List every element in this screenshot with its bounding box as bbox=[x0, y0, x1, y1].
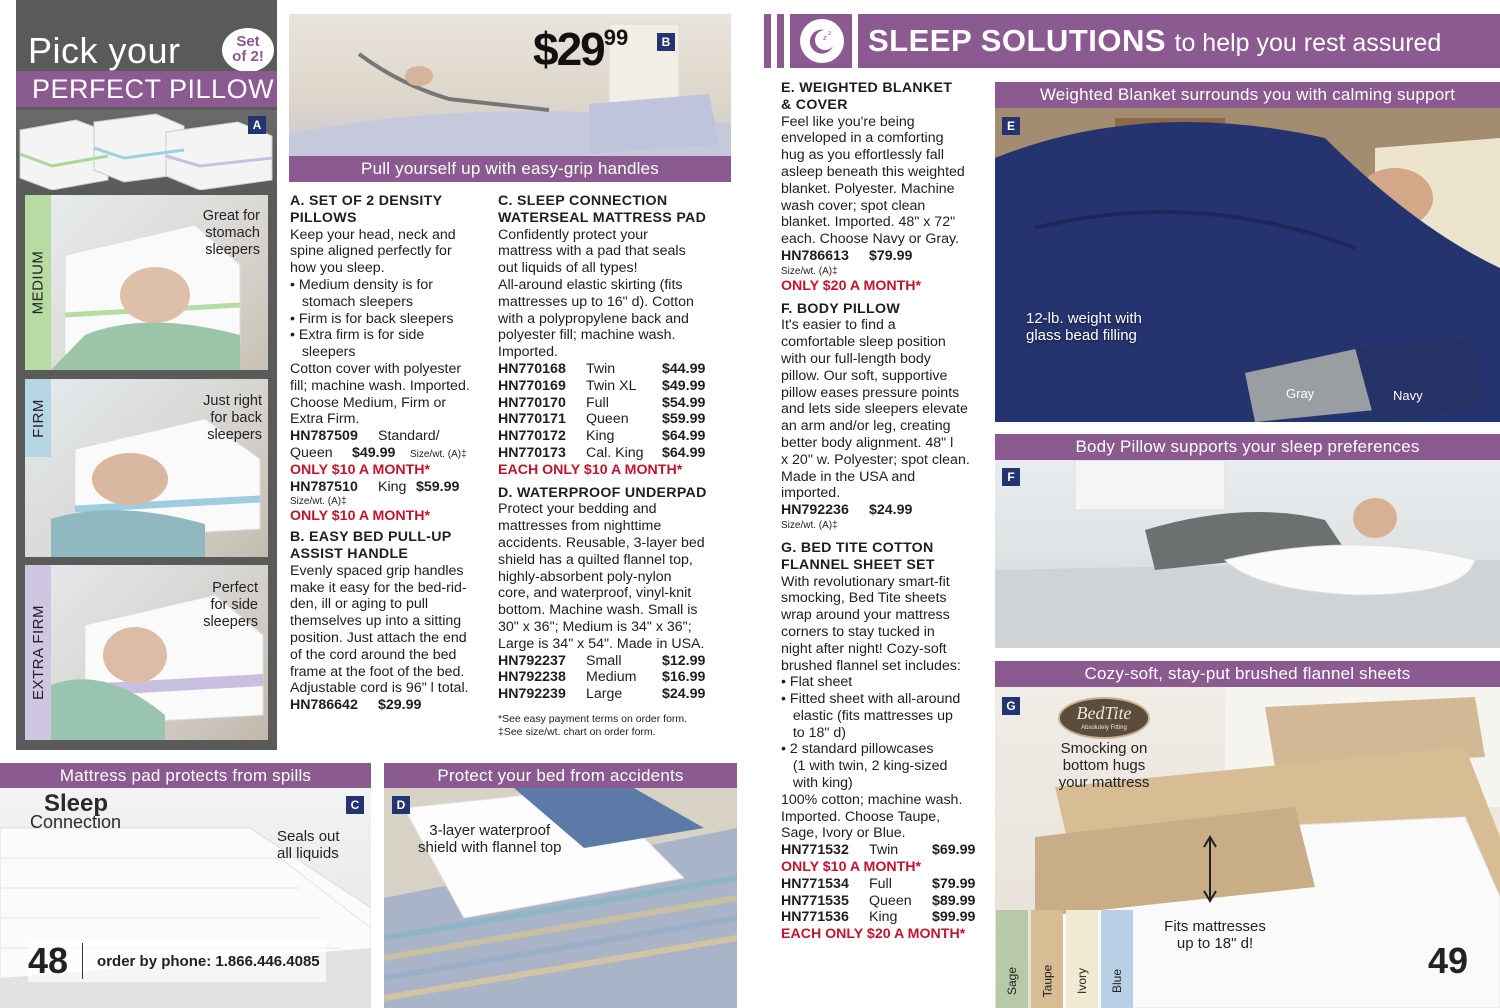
g-size: Full bbox=[869, 875, 892, 892]
underpad-label bbox=[418, 822, 561, 856]
g-body-line: night after night! Cozy-soft bbox=[781, 640, 947, 657]
c-size: Twin XL bbox=[586, 377, 637, 394]
f-price: $24.99 bbox=[869, 502, 913, 519]
a-sku1-size: Standard/ bbox=[378, 428, 440, 445]
badge-d: D bbox=[392, 796, 410, 814]
f-body bbox=[781, 317, 986, 502]
bedtite-logo bbox=[1058, 697, 1150, 739]
g-title-line: FLANNEL SHEET SET bbox=[781, 556, 935, 573]
c-size: Queen bbox=[586, 411, 629, 428]
e-sku: HN786613 bbox=[781, 247, 849, 264]
c-price: $59.99 bbox=[662, 411, 706, 428]
extra-firm-caption-line: sleepers bbox=[203, 614, 258, 630]
badge-a: A bbox=[248, 116, 266, 134]
smocking-label-line: your mattress bbox=[1058, 774, 1150, 791]
g-size: Twin bbox=[869, 842, 899, 859]
a-sku2-price: $59.99 bbox=[416, 478, 460, 495]
f-body-line: better body alignment. 48" l bbox=[781, 434, 954, 451]
set-badge-line2: of 2! bbox=[232, 48, 264, 65]
column-e-f-g bbox=[781, 80, 986, 943]
underpad-caption: Protect your bed from accidents bbox=[384, 763, 737, 788]
b-body-line: position. Just attach the end bbox=[290, 629, 467, 646]
g-body bbox=[781, 574, 986, 843]
d-body-line: Large is 34" x 54". Made in USA. bbox=[498, 635, 705, 652]
d-body-line: 30" x 36"; Medium is 34" x 36"; bbox=[498, 618, 692, 635]
g-price: $79.99 bbox=[932, 875, 976, 892]
pillow-stack-drawing bbox=[16, 110, 277, 190]
fits-label bbox=[1150, 918, 1280, 952]
smocking-label bbox=[1052, 740, 1156, 791]
c-body-line: polyester fill; machine wash. bbox=[498, 327, 676, 344]
mattress-pad-label-line: Seals out bbox=[277, 828, 340, 845]
firm-caption-line: Just right bbox=[203, 393, 262, 409]
set-badge-line1: Set bbox=[236, 33, 260, 50]
d-price: $24.99 bbox=[662, 686, 706, 703]
moon-zz-svg bbox=[807, 26, 837, 56]
g-body-line: 100% cotton; machine wash. bbox=[781, 791, 963, 808]
g-title-line: G. BED TITE COTTON bbox=[781, 539, 934, 556]
c-body-line: mattresses up to 16" d). Cotton bbox=[498, 293, 694, 310]
g-item-row bbox=[781, 876, 986, 893]
b-price: $29.99 bbox=[378, 697, 422, 714]
c-price: $54.99 bbox=[662, 394, 706, 411]
d-item-row bbox=[498, 686, 730, 703]
medium-caption-line: sleepers bbox=[205, 242, 260, 258]
d-sku: HN792237 bbox=[498, 652, 566, 669]
firm-caption bbox=[180, 393, 262, 444]
medium-caption bbox=[180, 208, 260, 259]
page-number-48: 48 bbox=[28, 940, 69, 981]
d-price: $16.99 bbox=[662, 669, 706, 686]
d-item-row bbox=[498, 669, 730, 686]
set-of-2-badge bbox=[222, 28, 274, 72]
d-size: Medium bbox=[586, 669, 637, 686]
g-sku: HN771535 bbox=[781, 892, 849, 909]
a-sku1-row bbox=[290, 428, 490, 445]
c-body-line: Confidently protect your bbox=[498, 226, 648, 243]
g-body-line: corners to stay tucked in bbox=[781, 623, 935, 640]
c-price: $49.99 bbox=[662, 377, 706, 394]
b-body-line: Adjustable cord is 96" l total. bbox=[290, 680, 469, 697]
g-item-row bbox=[781, 842, 986, 859]
column-c-d bbox=[498, 193, 730, 739]
f-sizewt: Size/wt. (A)‡ bbox=[781, 519, 838, 531]
tab-extra-firm bbox=[25, 565, 51, 740]
g-sku: HN771534 bbox=[781, 875, 849, 892]
e-body-line: Feel like you're being bbox=[781, 113, 915, 130]
a-body-line: Cotton cover with polyester bbox=[290, 360, 462, 377]
f-body-line: an arm and/or leg, creating bbox=[781, 418, 951, 435]
c-price: $64.99 bbox=[662, 428, 706, 445]
g-bullet-line: • 2 standard pillowcases bbox=[781, 741, 934, 758]
e-body-line: wash cover; spot clean bbox=[781, 197, 926, 214]
swatch-sage bbox=[996, 910, 1028, 1008]
swatch-taupe-label: Taupe bbox=[1040, 964, 1055, 998]
b-title-line: ASSIST HANDLE bbox=[290, 545, 409, 562]
d-body-line: mattresses from nighttime bbox=[498, 518, 662, 535]
a-title-line: A. SET OF 2 DENSITY bbox=[290, 193, 443, 209]
d-title: D. WATERPROOF UNDERPAD bbox=[498, 484, 707, 501]
a-bullet-line: sleepers bbox=[290, 344, 356, 361]
mattress-pad-label bbox=[277, 828, 340, 862]
price-b bbox=[533, 24, 628, 74]
underpad-label-line: shield with flannel top bbox=[418, 839, 562, 856]
b-body-line: den, ill or aging to pull bbox=[290, 596, 429, 613]
fits-label-line: Fits mattresses bbox=[1164, 918, 1266, 935]
c-body-line: mattress with a pad that seals bbox=[498, 243, 686, 260]
g-price: $89.99 bbox=[932, 892, 976, 909]
header-title-bold: SLEEP SOLUTIONS bbox=[868, 23, 1167, 58]
e-sizewt: Size/wt. (A)‡ bbox=[781, 265, 838, 277]
g-size: Queen bbox=[869, 892, 912, 909]
e-title bbox=[781, 80, 986, 114]
a-body-line: Choose Medium, Firm or bbox=[290, 394, 447, 411]
swatch-gray-label: Gray bbox=[1286, 386, 1315, 401]
c-item-row bbox=[498, 445, 730, 462]
c-title-line: C. SLEEP CONNECTION bbox=[498, 193, 668, 209]
swatch-blue-label: Blue bbox=[1110, 968, 1124, 994]
blanket-label bbox=[1026, 310, 1142, 344]
e-body bbox=[781, 114, 986, 248]
a-sku1-sizewt: Size/wt. (A)‡ bbox=[410, 448, 467, 460]
g-body-line: smocking, Bed Tite sheets bbox=[781, 590, 947, 607]
a-sku1-size2: Queen bbox=[290, 444, 333, 461]
pillow-subtitle-bar: PERFECT PILLOW bbox=[16, 71, 277, 107]
g-price: $99.99 bbox=[932, 909, 976, 926]
moon-zz-icon bbox=[800, 19, 844, 63]
header-left-stripe2 bbox=[777, 14, 784, 68]
g-bullet-line: • Flat sheet bbox=[781, 674, 853, 691]
tab-firm-label: FIRM bbox=[29, 398, 47, 438]
firm-caption-line: for back bbox=[210, 410, 262, 426]
b-title bbox=[290, 529, 490, 563]
footnote-payment: *See easy payment terms on order form. bbox=[498, 712, 688, 725]
f-sku: HN792236 bbox=[781, 502, 849, 519]
d-body bbox=[498, 501, 730, 652]
c-price: $44.99 bbox=[662, 360, 706, 377]
g-bullet-line: • Fitted sheet with all-around bbox=[781, 691, 961, 708]
tab-medium-label: MEDIUM bbox=[29, 250, 47, 315]
bedtite-logo-text: BedTite bbox=[1076, 703, 1132, 723]
c-size: Twin bbox=[586, 360, 616, 377]
c-body-line: Imported. bbox=[498, 344, 558, 361]
c-size: King bbox=[586, 428, 615, 445]
b-title-line: B. EASY BED PULL-UP bbox=[290, 529, 452, 546]
c-monthly: EACH ONLY $10 A MONTH* bbox=[498, 461, 683, 478]
pillow-stack-image bbox=[16, 110, 277, 190]
a-body-line: fill; machine wash. Imported. bbox=[290, 377, 470, 394]
d-sku: HN792239 bbox=[498, 686, 566, 703]
fits-label-line: up to 18" d! bbox=[1176, 935, 1254, 952]
tab-firm bbox=[25, 379, 51, 457]
a-bullet-line: • Medium density is for bbox=[290, 276, 433, 293]
c-sku: HN770172 bbox=[498, 428, 566, 445]
swatch-ivory-label: Ivory bbox=[1074, 967, 1089, 995]
g-monthly1: ONLY $10 A MONTH* bbox=[781, 859, 922, 876]
body-pillow-caption: Body Pillow supports your sleep preferences bbox=[995, 434, 1500, 460]
a-body bbox=[290, 227, 490, 429]
g-bullet-line: elastic (fits mattresses up bbox=[781, 707, 953, 724]
footer-divider bbox=[82, 943, 83, 979]
header-divider bbox=[852, 14, 858, 68]
g-bullet-line: to 18" d) bbox=[781, 724, 846, 741]
d-size: Large bbox=[586, 686, 623, 703]
body-pillow-drawing bbox=[995, 460, 1500, 648]
g-bullet-line: (1 with twin, 2 king-sized bbox=[781, 758, 948, 775]
f-title: F. BODY PILLOW bbox=[781, 300, 901, 317]
underpad-drawing bbox=[384, 788, 737, 1008]
e-price: $79.99 bbox=[869, 247, 913, 264]
b-sku: HN786642 bbox=[290, 697, 358, 714]
blanket-label-line: glass bead filling bbox=[1026, 327, 1137, 344]
c-item-row bbox=[498, 411, 730, 428]
extra-firm-caption bbox=[180, 580, 258, 631]
c-item-row bbox=[498, 378, 730, 395]
logo-line2: Connection bbox=[30, 812, 122, 832]
d-price: $12.99 bbox=[662, 652, 706, 669]
swatch-sage-label: Sage bbox=[1005, 966, 1019, 996]
c-size: Full bbox=[586, 394, 609, 411]
price-b-dollars: $29 bbox=[533, 23, 604, 75]
pillow-title: Pick your bbox=[28, 30, 181, 71]
a-sku1-row2 bbox=[290, 445, 490, 462]
g-monthly2: EACH ONLY $20 A MONTH* bbox=[781, 926, 966, 943]
swatch-taupe bbox=[1031, 910, 1063, 1008]
underpad-photo bbox=[384, 788, 737, 1008]
price-b-cents: 99 bbox=[603, 25, 629, 50]
e-body-line: each. Choose Navy or Gray. bbox=[781, 231, 959, 248]
b-body-line: Evenly spaced grip handles bbox=[290, 562, 464, 579]
handle-caption: Pull yourself up with easy-grip handles bbox=[289, 156, 731, 182]
b-body-line: of the cord around the bed bbox=[290, 646, 457, 663]
f-sku-row bbox=[781, 502, 986, 519]
g-item-row bbox=[781, 893, 986, 910]
c-sku: HN770168 bbox=[498, 360, 566, 377]
badge-g: G bbox=[1002, 697, 1020, 715]
b-body-line: make it easy for the bed-rid- bbox=[290, 579, 467, 596]
f-body-line: x 20" w. Polyester; spot clean. bbox=[781, 451, 970, 468]
e-body-line: asleep beneath this weighted bbox=[781, 163, 965, 180]
d-body-line: bottom. Machine wash. Small is bbox=[498, 602, 698, 619]
smocking-label-line: bottom hugs bbox=[1062, 757, 1146, 774]
d-size: Small bbox=[586, 652, 622, 669]
e-body-line: enveloped in a comforting bbox=[781, 130, 944, 147]
a-body-line: how you sleep. bbox=[290, 260, 385, 277]
g-title bbox=[781, 540, 986, 574]
f-body-line: imported. bbox=[781, 485, 841, 502]
c-price: $64.99 bbox=[662, 444, 706, 461]
c-body-line: with a polypropylene back and bbox=[498, 310, 689, 327]
a-sku2-row bbox=[290, 479, 490, 496]
column-a-b bbox=[290, 193, 490, 714]
blanket-photo bbox=[995, 108, 1500, 422]
footer-phone: order by phone: 1.866.446.4085 bbox=[97, 952, 320, 970]
a-body-line: spine aligned perfectly for bbox=[290, 243, 452, 260]
g-body-line: With revolutionary smart-fit bbox=[781, 573, 950, 590]
b-sku-row bbox=[290, 697, 490, 714]
d-body-line: Protect your bedding and bbox=[498, 501, 657, 518]
g-body-line: Imported. Choose Taupe, bbox=[781, 808, 941, 825]
a-bullet-line: • Firm is for back sleepers bbox=[290, 310, 454, 327]
c-body bbox=[498, 227, 730, 361]
extra-firm-caption-line: for side bbox=[210, 597, 258, 613]
g-item-row bbox=[781, 909, 986, 926]
c-item-row bbox=[498, 395, 730, 412]
c-body-line: out liquids of all types! bbox=[498, 260, 638, 277]
d-body-line: accidents. Reusable, 3-layer bed bbox=[498, 534, 705, 551]
b-body-line: frame at the foot of the bed. bbox=[290, 663, 465, 680]
f-body-line: pillow. Our soft, supportive bbox=[781, 367, 948, 384]
smocking-label-line: Smocking on bbox=[1060, 740, 1148, 757]
badge-b: B bbox=[657, 33, 675, 51]
svg-text:z: z bbox=[828, 30, 832, 37]
page-number-49: 49 bbox=[1428, 940, 1469, 981]
c-sku: HN770170 bbox=[498, 394, 566, 411]
header-left-stripe1 bbox=[764, 14, 771, 68]
g-body-line: wrap around your mattress bbox=[781, 607, 950, 624]
footnote-sizewt: ‡See size/wt. chart on order form. bbox=[498, 725, 656, 738]
swatch-ivory bbox=[1066, 910, 1098, 1008]
e-body-line: blanket. Polyester. Machine bbox=[781, 180, 955, 197]
f-body-line: comfortable sleep position bbox=[781, 334, 946, 351]
e-title-line: E. WEIGHTED BLANKET bbox=[781, 80, 953, 96]
a-bullet-line: • Extra firm is for side bbox=[290, 327, 425, 344]
a-title bbox=[290, 193, 490, 227]
badge-f: F bbox=[1002, 468, 1020, 486]
tab-medium bbox=[25, 195, 51, 370]
sleep-connection-logo bbox=[30, 790, 122, 832]
header-title bbox=[868, 23, 1441, 59]
d-item-row bbox=[498, 653, 730, 670]
tab-extra-firm-label: EXTRA FIRM bbox=[29, 604, 47, 701]
a-monthly1: ONLY $10 A MONTH* bbox=[290, 461, 431, 478]
footer-left bbox=[28, 940, 326, 982]
badge-c: C bbox=[346, 796, 364, 814]
f-body-line: It's easier to find a bbox=[781, 317, 896, 334]
f-body-line: Made in the USA and bbox=[781, 468, 916, 485]
a-body-line: Keep your head, neck and bbox=[290, 226, 456, 243]
sheets-caption: Cozy-soft, stay-put brushed flannel sheets bbox=[995, 661, 1500, 687]
mattress-pad-label-line: all liquids bbox=[277, 845, 339, 862]
f-body-line: pillow eases pressure points bbox=[781, 384, 960, 401]
blanket-label-line: 12-lb. weight with bbox=[1026, 310, 1142, 327]
footnotes bbox=[498, 713, 730, 739]
f-body-line: and lets side sleepers elevate bbox=[781, 401, 968, 418]
a-sizewt2: Size/wt. (A)‡ bbox=[290, 496, 347, 508]
swatch-blue bbox=[1101, 910, 1133, 1008]
a-sku1-price: $49.99 bbox=[352, 444, 396, 461]
c-sku: HN770171 bbox=[498, 411, 566, 428]
c-sku: HN770173 bbox=[498, 444, 566, 461]
header-title-rest: to help you rest assured bbox=[1174, 29, 1442, 57]
c-title-line: WATERSEAL MATTRESS PAD bbox=[498, 209, 707, 226]
c-size: Cal. King bbox=[586, 444, 644, 461]
body-pillow-photo bbox=[995, 460, 1500, 648]
a-title-line: PILLOWS bbox=[290, 209, 357, 226]
g-bullet-line: with king) bbox=[781, 775, 853, 792]
swatch-navy-label: Navy bbox=[1393, 388, 1423, 403]
a-sku2-size: King bbox=[378, 478, 407, 495]
logo-line1: Sleep bbox=[44, 790, 109, 817]
e-body-line: hug as you effortlessly fall bbox=[781, 147, 944, 164]
blanket-caption: Weighted Blanket surrounds you with calming support bbox=[995, 82, 1500, 108]
d-body-line: shield has a quilted flannel top, bbox=[498, 551, 693, 568]
extra-firm-caption-line: Perfect bbox=[212, 580, 258, 596]
c-item-row bbox=[498, 361, 730, 378]
e-monthly: ONLY $20 A MONTH* bbox=[781, 277, 922, 294]
header-bar bbox=[790, 14, 1500, 68]
a-sku1: HN787509 bbox=[290, 428, 358, 445]
medium-caption-line: Great for bbox=[202, 208, 260, 224]
a-bullet-line: stomach sleepers bbox=[290, 293, 414, 310]
e-title-line: & COVER bbox=[781, 96, 848, 113]
c-title bbox=[498, 193, 730, 227]
a-monthly2: ONLY $10 A MONTH* bbox=[290, 508, 431, 525]
bedtite-logo-sub: Absolutely Fitting bbox=[1081, 725, 1127, 731]
d-body-line: core, and waterproof, vinyl-knit bbox=[498, 585, 692, 602]
blanket-drawing bbox=[995, 108, 1500, 422]
underpad-label-line: 3-layer waterproof bbox=[429, 822, 551, 839]
g-sku: HN771536 bbox=[781, 909, 849, 926]
c-item-row bbox=[498, 428, 730, 445]
c-body-line: All-around elastic skirting (fits bbox=[498, 276, 683, 293]
mattress-pad-caption: Mattress pad protects from spills bbox=[0, 763, 371, 788]
b-body bbox=[290, 563, 490, 697]
a-sku2: HN787510 bbox=[290, 478, 358, 495]
svg-text:z: z bbox=[823, 34, 827, 42]
g-price: $69.99 bbox=[932, 842, 976, 859]
g-body-line: brushed flannel set includes: bbox=[781, 657, 961, 674]
g-sku: HN771532 bbox=[781, 842, 849, 859]
e-body-line: blanket. Imported. 48" x 72" bbox=[781, 214, 956, 231]
c-sku: HN770169 bbox=[498, 377, 566, 394]
d-sku: HN792238 bbox=[498, 669, 566, 686]
medium-caption-line: stomach bbox=[205, 225, 260, 241]
a-body-line: Extra Firm. bbox=[290, 411, 360, 428]
firm-caption-line: sleepers bbox=[207, 427, 262, 443]
d-body-line: highly-absorbent poly-nylon bbox=[498, 568, 672, 585]
g-body-line: Sage, Ivory or Blue. bbox=[781, 825, 906, 842]
b-body-line: themselves up into a sitting bbox=[290, 613, 462, 630]
badge-e: E bbox=[1002, 117, 1020, 135]
g-size: King bbox=[869, 909, 898, 926]
e-sku-row bbox=[781, 248, 986, 265]
f-body-line: with our full-length body bbox=[781, 350, 931, 367]
